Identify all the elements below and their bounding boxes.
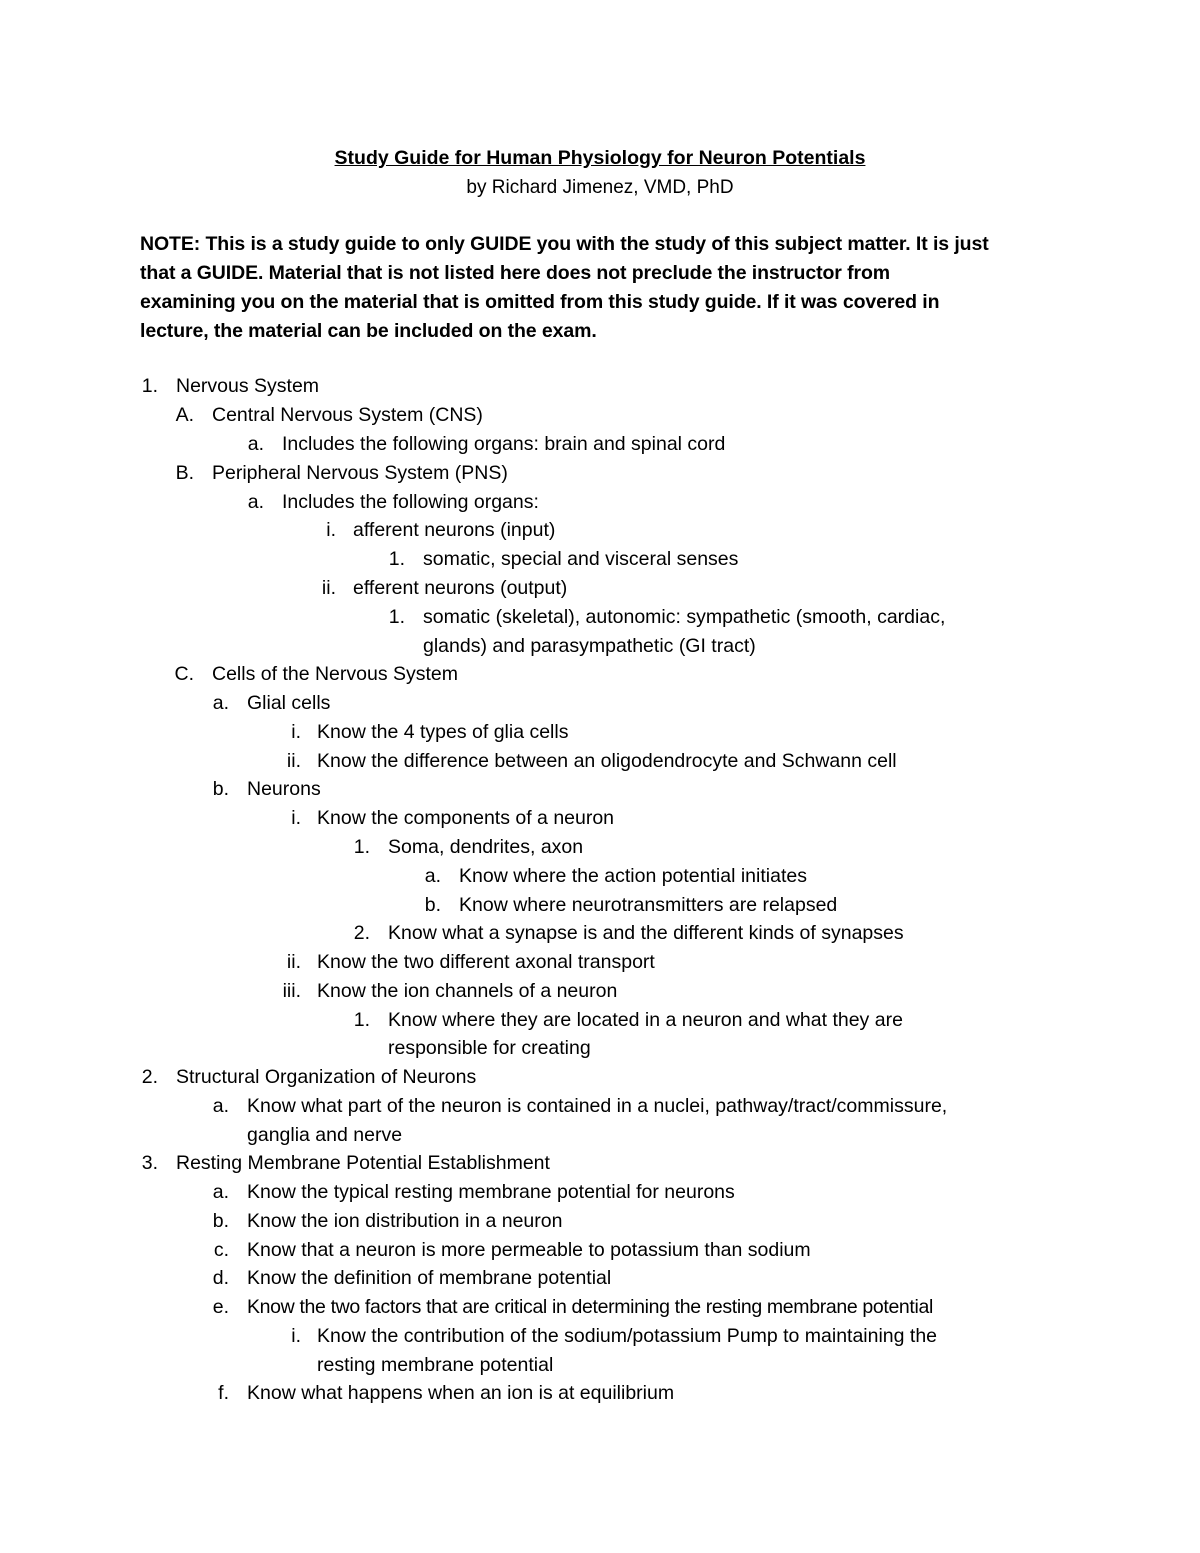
outline-text: Includes the following organs: brain and spinal cord	[282, 433, 726, 455]
outline-text: Know where the action potential initiates	[459, 865, 807, 887]
outline-text: Know the contribution of the sodium/potassium Pump to maintaining the	[317, 1325, 938, 1347]
outline-marker: 2.	[141, 1066, 158, 1088]
outline-text: Know the two factors that are critical in determining the resting membrane potential	[247, 1296, 933, 1318]
outline-marker: c.	[213, 1239, 229, 1261]
outline-marker: A.	[175, 404, 194, 426]
outline-marker: a.	[212, 692, 229, 714]
outline-marker: C.	[174, 663, 194, 685]
outline-marker: 2.	[353, 922, 370, 944]
outline-marker: 1.	[353, 1009, 370, 1031]
outline-text: Know the two different axonal transport	[317, 951, 655, 973]
outline-text: Know the ion channels of a neuron	[317, 980, 618, 1002]
outline-marker: a.	[212, 1095, 229, 1117]
outline-text: Know where they are located in a neuron and what they are	[388, 1009, 903, 1031]
outline-text: Know the definition of membrane potential	[247, 1267, 612, 1289]
outline-text: Peripheral Nervous System (PNS)	[212, 462, 508, 484]
outline-marker: i.	[291, 721, 301, 743]
outline-text: glands) and parasympathetic (GI tract)	[423, 635, 756, 657]
outline-text: Know what part of the neuron is contained in a nuclei, pathway/tract/commissure,	[247, 1095, 948, 1117]
author-line: by Richard Jimenez, VMD, PhD	[466, 177, 734, 198]
outline-text: Resting Membrane Potential Establishment	[176, 1152, 550, 1174]
outline-text: Know the difference between an oligodendrocyte and Schwann cell	[317, 750, 897, 772]
outline-text: Know what happens when an ion is at equilibrium	[247, 1382, 675, 1404]
outline-text: Know what a synapse is and the different kinds of synapses	[388, 922, 904, 944]
outline-marker: a.	[424, 865, 441, 887]
outline-marker: a.	[212, 1181, 229, 1203]
outline-text: Know the typical resting membrane potential for neurons	[247, 1181, 735, 1203]
note-paragraph	[140, 230, 1060, 346]
outline-marker: b.	[424, 894, 441, 916]
outline-marker: 1.	[353, 836, 370, 858]
note-line: that a GUIDE. Material that is not listed here does not preclude the instructor from	[140, 262, 891, 284]
outline-marker: f.	[218, 1382, 229, 1404]
outline-text: resting membrane potential	[317, 1354, 554, 1376]
outline-marker: b.	[212, 778, 229, 800]
outline-marker: 1.	[388, 548, 405, 570]
outline-text: Know the ion distribution in a neuron	[247, 1210, 563, 1232]
outline-text: somatic, special and visceral senses	[423, 548, 739, 570]
outline-text: Glial cells	[247, 692, 331, 714]
outline-text: Know the components of a neuron	[317, 807, 615, 829]
outline-text: Know where neurotransmitters are relapsed	[459, 894, 838, 916]
note-line: NOTE: This is a study guide to only GUIDE you with the study of this subject matter. It is just	[140, 233, 989, 255]
outline-text: Know that a neuron is more permeable to potassium than sodium	[247, 1239, 811, 1261]
outline-marker: a.	[247, 491, 264, 513]
outline-text: Includes the following organs:	[282, 491, 539, 513]
outline-marker: 1.	[141, 375, 158, 397]
outline-text: Know the 4 types of glia cells	[317, 721, 569, 743]
outline-marker: e.	[212, 1296, 229, 1318]
outline-text: responsible for creating	[388, 1037, 591, 1059]
outline-text: Structural Organization of Neurons	[176, 1066, 477, 1088]
page-title-text: Study Guide for Human Physiology for Neuron Potentials	[334, 147, 866, 169]
outline-marker: ii.	[321, 577, 336, 599]
outline-text: somatic (skeletal), autonomic: sympathetic (smooth, cardiac,	[423, 606, 946, 628]
outline-marker: B.	[175, 462, 194, 484]
outline-text: Nervous System	[176, 375, 320, 397]
outline-marker: ii.	[286, 951, 301, 973]
note-line: lecture, the material can be included on the exam.	[140, 320, 597, 342]
outline-text: Central Nervous System (CNS)	[212, 404, 483, 426]
outline-marker: d.	[212, 1267, 229, 1289]
note-line: examining you on the material that is omitted from this study guide. If it was covered in	[140, 291, 940, 313]
outline-marker: 1.	[388, 606, 405, 628]
outline-marker: i.	[326, 519, 336, 541]
outline-marker: 3.	[141, 1152, 158, 1174]
outline-marker: b.	[212, 1210, 229, 1232]
outline-text: efferent neurons (output)	[353, 577, 568, 599]
outline-text: Neurons	[247, 778, 321, 800]
outline-marker: a.	[247, 433, 264, 455]
outline-text: Soma, dendrites, axon	[388, 836, 584, 858]
outline-marker: iii.	[282, 980, 301, 1002]
outline-text: ganglia and nerve	[247, 1124, 403, 1146]
outline-marker: ii.	[286, 750, 301, 772]
outline-marker: i.	[291, 807, 301, 829]
outline-text: afferent neurons (input)	[353, 519, 556, 541]
outline-text: Cells of the Nervous System	[212, 663, 459, 685]
outline-marker: i.	[291, 1325, 301, 1347]
page-title	[0, 144, 1200, 173]
